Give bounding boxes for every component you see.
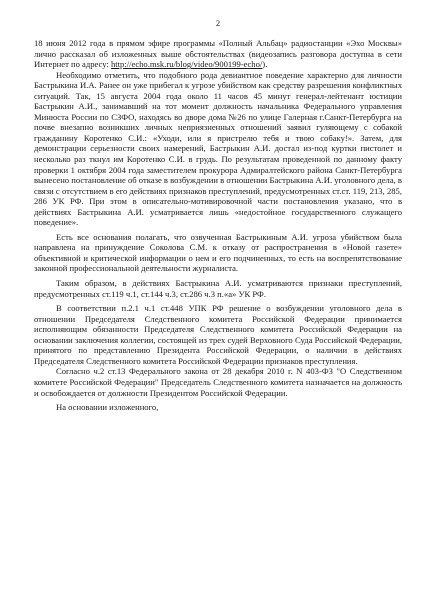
paragraph-procedure: В соответствии п.2.1 ч.1 ст.448 УПК РФ решение о возбуждении уголовного дела в отношении Председателя Следственного комитета Российской Федерации принимается исполняющим обязанности Председателя Следственного комитета Российской Федерации на основании заключения коллегии, состоящей из трех судей Верховного Суда Российской Федерации, принятого по представлению Президента Российской Федерации, о наличии в действиях Председателя Следственного комитета Российской Федерации признаков преступления. xyxy=(34,303,402,366)
paragraph-federal-law: Согласно ч.2 ст.13 Федерального закона от 28 декабря 2010 г. N 403-ФЗ "О Следственном комитете Российской Федерации" Председатель Следственного комитета назначается на должность и освобождается от должности Президентом Российской Федерации. xyxy=(34,366,402,398)
page-number: 2 xyxy=(215,18,221,28)
paragraph-threat-grounds: Есть все основания полагать, что озвученная Бастрыкиным А.И. угроза убийством была направлена на принуждение Соколова С.М. к отказу от распространения в «Новой газете» объективной и критической информации о нем и его подчиненных, то есть на воспрепятствование законной профессиональной деятельности журналиста. xyxy=(34,231,402,274)
paragraph-text-end: ). xyxy=(262,59,268,70)
video-link[interactable]: http://echo.msk.ru/blog/video/900199-echo/ xyxy=(110,59,263,70)
paragraph-conclusion: На основании изложенного, xyxy=(56,402,159,413)
paragraph-radio-interview xyxy=(34,38,402,70)
paragraph-deviant-behavior: Необходимо отметить, что подобного рода девиантное поведение характерно для личности Бастрыкина И.А. Ранее он уже прибегал к угрозе убийством как средству разрешения конфликтных ситуаций. Так, 15 августа 2004 года около 11 часов 45 минут генерал-лейтенант юстиции Бастрыкин А.И., занимавший на тот момент должность начальника Федерального управления Минюста России по СЗФО, находясь во дворе дома №26 по улице Галерная г.Санкт-Петербурга на почве внезапно возникших личных неприязненных отношений заявил гуляющему с собакой гражданину Коротенко С.И.: «Уходи, или я пристрелю тебя и твою собаку!». Затем, для демонстрации серьезности своих намерений, Бастрыкин А.И. достал из-под куртки пистолет и несколько раз ткнул им Коротенко С.И. в грудь. По результатам проведенной по данному факту проверки 1 октября 2004 года заместителем прокурора Адмиралтейского района Санкт-Петербурга вынесено постановление об отказе в возбуждении в отношении Бастрыкина А.И. уголовного дела, в связи с отсутствием в его действиях признаков преступлений, предусмотренных ст.ст. 119, 213, 285, 286 УК РФ. При этом в описательно-мотивировочной части постановления указано, что в действиях Бастрыкина А.И. усматривается лишь «недостойное государственного служащего поведение». xyxy=(34,69,402,228)
paragraph-crime-signs: Таким образом, в действиях Бастрыкина А.И. усматриваются признаки преступлений, предусмотренных ст.119 ч.1, ст.144 ч.3, ст.286 ч.3 п.«а» УК РФ. xyxy=(34,278,402,299)
paragraph-text: 18 июня 2012 года в прямом эфире программы «Полный Альбац» радиостанции «Эхо Москвы» лично рассказал об изложенных выше обстоятельствах (видеозапись разговора доступна в сети Интернет по адресу: xyxy=(34,38,402,70)
